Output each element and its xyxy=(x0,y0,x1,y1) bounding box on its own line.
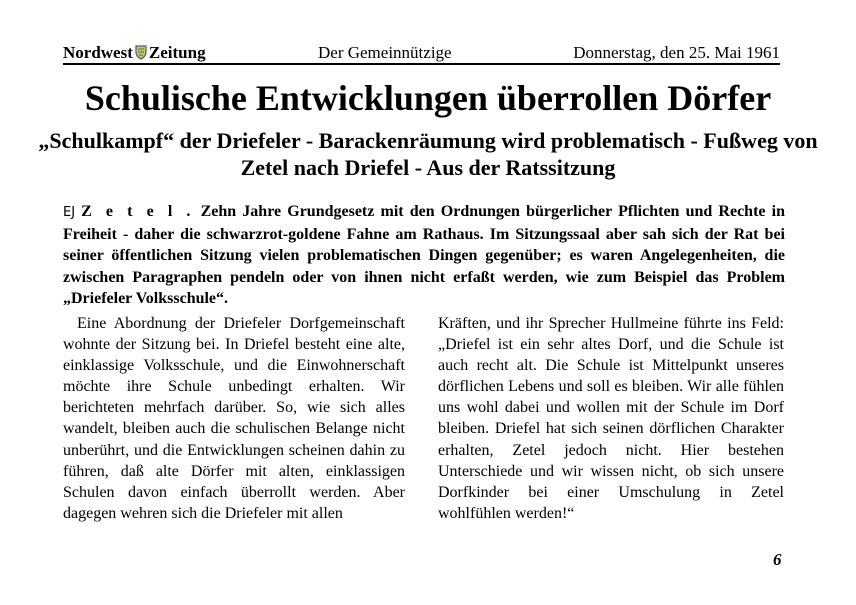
subheadline: „Schulkampf“ der Driefeler - Barackenräumung wird problematisch - Fußweg von Zetel nach Driefel - Aus der Ratssitzung xyxy=(38,128,818,180)
lead-text: Zehn Jahre Grundgesetz mit den Ordnungen bürgerlicher Pflichten und Rechte in Freiheit - daher die schwarzrot-goldene Fahne am Rathaus. Im Sitzungssaal aber sah sich der Rat bei seiner öffentlichen Sitzung vielen problematischen Dingen gegenüber; es waren Angelegenheiten, die zwischen Paragraphen pendeln oder von ihnen nicht erfaßt werden, wie zum Beispiel das Problem „Driefeler Volksschule“. xyxy=(63,203,785,307)
issue-date: Donnerstag, den 25. Mai 1961 xyxy=(573,43,780,62)
article-column-2 xyxy=(438,313,784,524)
newspaper-name-part2: Zeitung xyxy=(148,43,206,62)
column-2-text: Kräften, und ihr Sprecher Hullmeine führte ins Feld: „Driefel ist ein sehr altes Dorf, und die Schule ist auch recht alt. Die Schule ist Mittelpunkt unseres dörflichen Lebens und soll es bleiben. Wir alle fühlen uns wohl dabei und wollen mit der Schule im Dorf bleiben. Driefel hat sich seinen dörflichen Charakter erhalten, Zetel jedoch nicht. Hier bestehen Unterschiede und wir wissen nicht, ob sich unsere Dorfkinder bei einer Umschulung in Zetel wohlfühlen werden!“ xyxy=(438,315,784,522)
lead-paragraph xyxy=(63,201,785,310)
newspaper-name-part1: Nordwest xyxy=(63,43,133,62)
headline: Schulische Entwicklungen überrollen Dörfer xyxy=(84,78,772,118)
column-1-text: Eine Abordnung der Driefeler Dorfgemeinschaft wohnte der Sitzung bei. In Driefel besteht eine alte, einklassige Volksschule, und die Einwohnerschaft möchte ihre Schule unbedingt erhalten. Wir berichteten mehrfach darüber. So, wie sich alles wandelt, bleiben auch die schulischen Belange nicht unberührt, und die Entwicklungen scheinen dahin zu führen, daß alte Dörfer mit alten, einklassigen Schulen davon einfach überrollt werden. Aber dagegen wehren sich die Driefeler mit allen xyxy=(63,315,405,522)
newspaper-name xyxy=(63,43,206,65)
page-number: 6 xyxy=(773,550,782,569)
coat-of-arms-icon xyxy=(135,45,147,65)
page-header xyxy=(63,39,780,61)
header-divider xyxy=(63,63,780,65)
section-name: Der Gemeinnützige xyxy=(318,43,452,62)
dateline: Z e t e l . xyxy=(81,203,195,220)
author-tag: EJ xyxy=(63,205,76,220)
article-column-1 xyxy=(63,313,405,524)
